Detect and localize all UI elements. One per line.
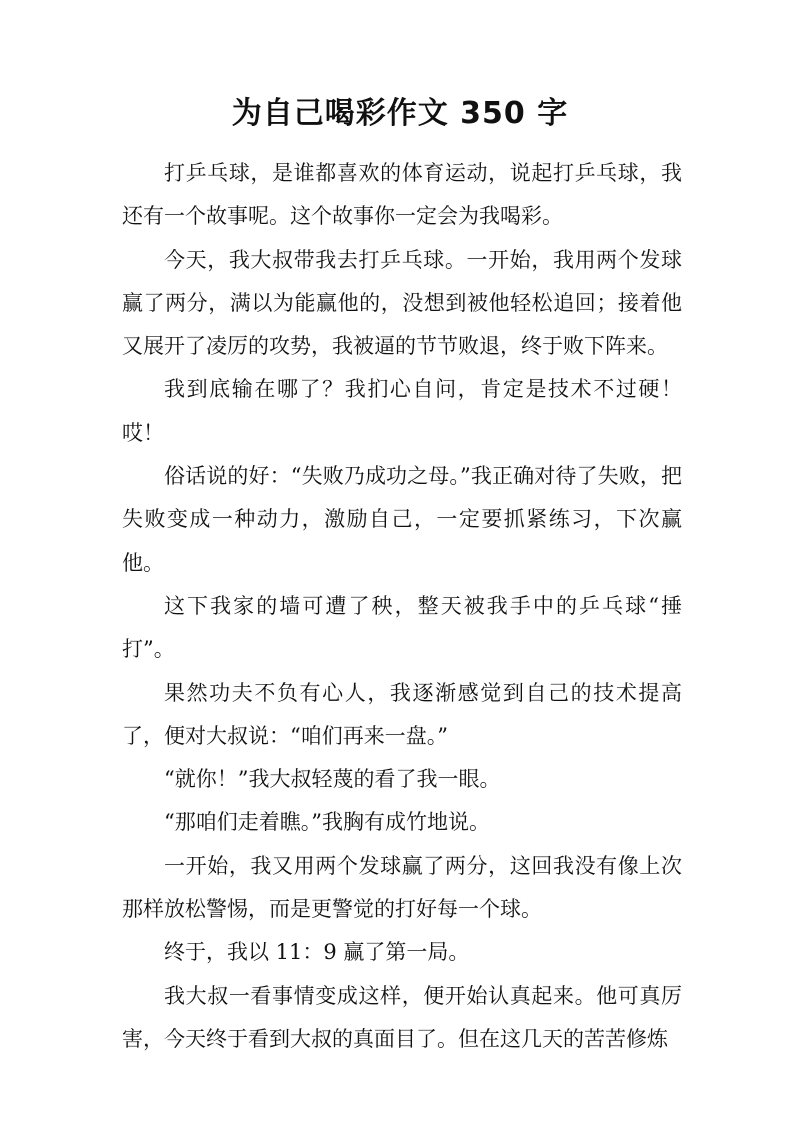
paragraph: “就你！”我大叔轻蔑的看了我一眼。: [164, 767, 501, 792]
paragraph: “那咱们走着瞧。”我胸有成竹地说。: [164, 810, 490, 835]
paragraph: 今天，我大叔带我去打乒乓球。一开始，我用两个发球赢了两分，满以为能赢他的，没想到被他轻松追回；接着他又展开了凌厉的攻势，我被逼的节节败退，终于败下阵来。: [122, 247, 682, 359]
paragraph: 终于，我以 11：9 赢了第一局。: [164, 940, 470, 965]
essay-body: [122, 152, 682, 1061]
paragraph: 这下我家的墙可遭了秧，整天被我手中的乒乓球“捶打”。: [122, 593, 682, 662]
paragraph: 我大叔一看事情变成这样，便开始认真起来。他可真厉害，今天终于看到大叔的真面目了。但在这几天的苦苦修炼: [122, 983, 682, 1051]
paragraph: 俗话说的好：“失败乃成功之母。”我正确对待了失败，把失败变成一种动力，激励自己，一定要抓紧练习，下次赢他。: [122, 464, 682, 575]
paragraph: 打乒乓球，是谁都喜欢的体育运动，说起打乒乓球，我还有一个故事呢。这个故事你一定会为我喝彩。: [122, 161, 682, 229]
paragraph: 果然功夫不负有心人，我逐渐感觉到自己的技术提高了，便对大叔说：“咱们再来一盘。”: [122, 680, 682, 748]
paragraph: 一开始，我又用两个发球赢了两分，这回我没有像上次那样放松警惕，而是更警觉的打好每一个球。: [122, 853, 682, 922]
paragraph: 我到底输在哪了？我扪心自问，肯定是技术不过硬！哎！: [122, 377, 682, 445]
page-title: 为自己喝彩作文 350 字: [231, 96, 569, 131]
